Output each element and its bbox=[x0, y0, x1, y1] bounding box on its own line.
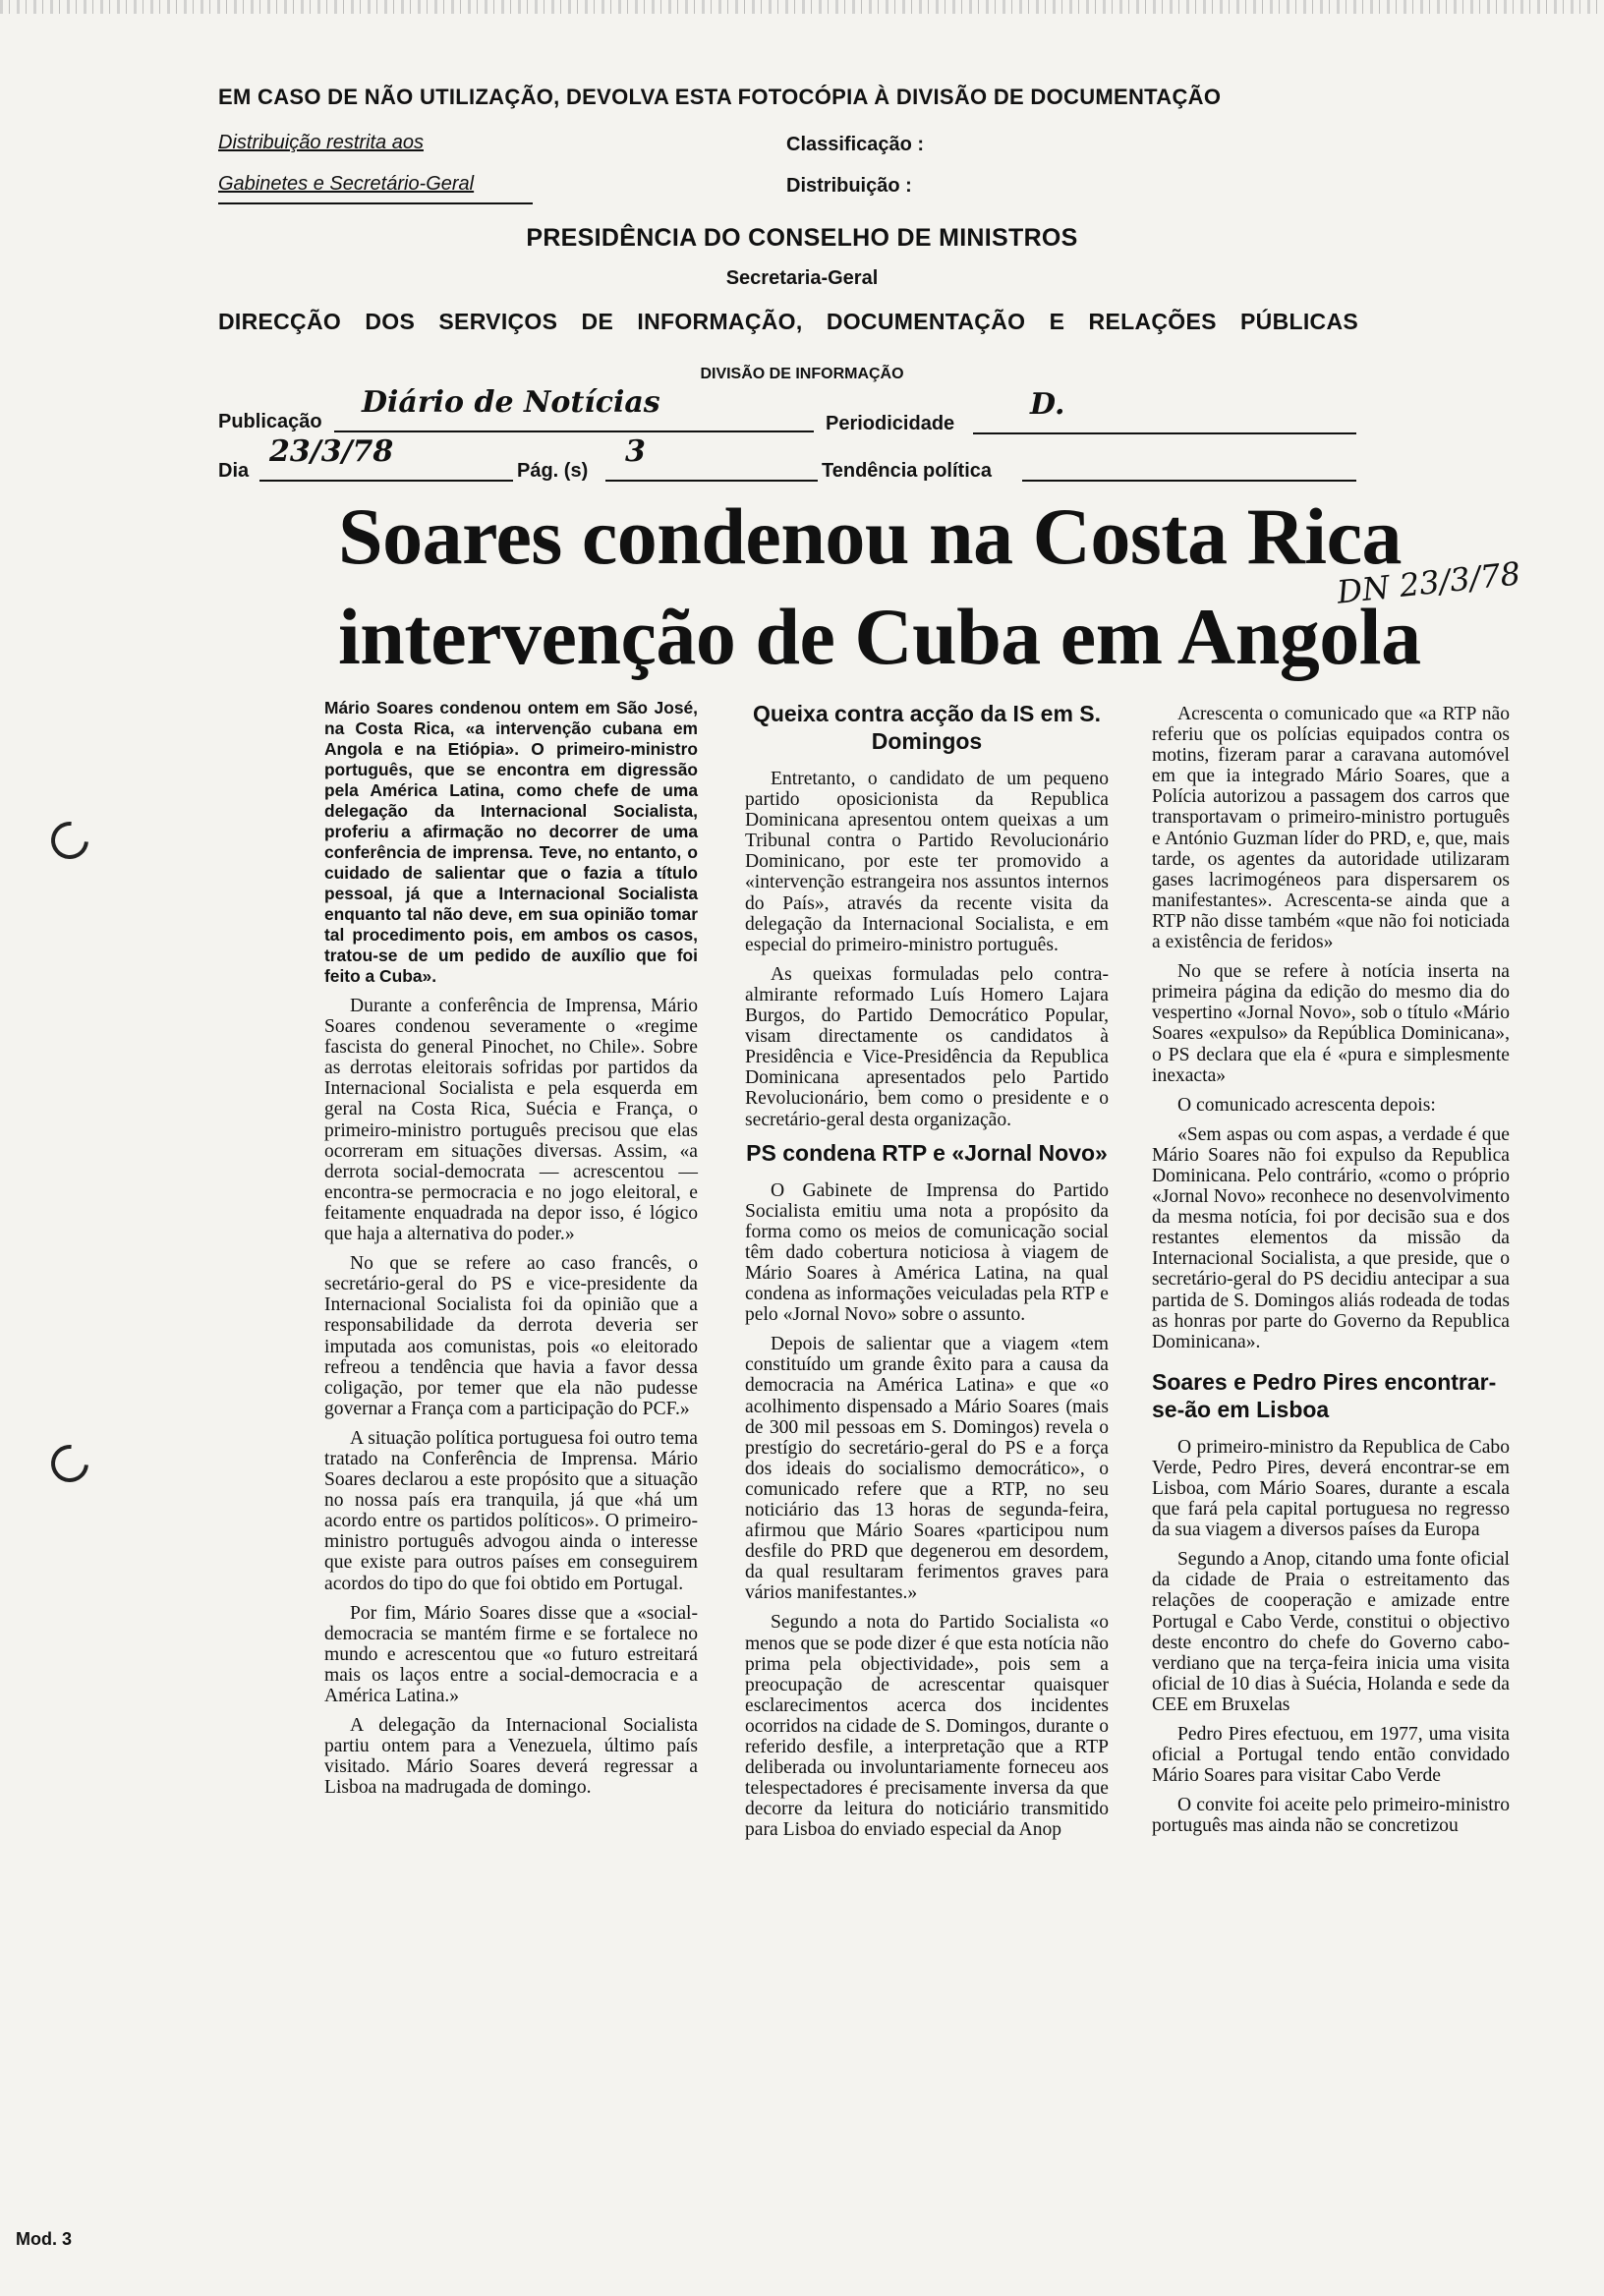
restricted-line2: Gabinetes e Secretário-Geral bbox=[218, 173, 475, 195]
distribuicao-label: Distribuição : bbox=[786, 175, 912, 197]
pag-field bbox=[605, 434, 818, 482]
periodicidade-value: D. bbox=[1030, 387, 1065, 422]
paragraph: Segundo a Anop, citando uma fonte oficial da cidade de Praia o estreitamento das relações de cooperação e amizade entre Portugal e Cabo Verde, constitui o objectivo deste encontro do chefe do Governo cabo-verdiano que na terça-feira inicia uma visita oficial de 10 dias à Suécia, Holanda e sede da CEE em Bruxelas bbox=[1152, 1549, 1510, 1715]
paragraph: As queixas formuladas pelo contra-almirante reformado Luís Homero Lajara Burgos, do Partido Democrático Popular, visam directamente os candidatos à Presidência e Vice-Presidência da Republica Dominicana apresentados pelo Partido Revolucionário, bem como o presidente e o secretário-geral desta organização. bbox=[745, 963, 1109, 1130]
paragraph: Acrescenta o comunicado que «a RTP não referiu que os polícias equipados contra os motins, fizeram parar a caravana automóvel em que ia integrado Mário Soares, que a Polícia autorizou a passagem dos carros que transportavam o primeiro-ministro português e António Guzman líder do PRD, e, que, mais tarde, os agentes da autoridade utilizaram gases lacrimogéneos para dispersarem os manifestantes». Acrescenta-se ainda que a RTP não disse também «que não foi noticiada a existência de feridos» bbox=[1152, 704, 1510, 953]
paragraph: O comunicado acrescenta depois: bbox=[1177, 1094, 1436, 1116]
scan-noise bbox=[0, 0, 1604, 14]
restricted-line1: Distribuição restrita aos bbox=[218, 132, 424, 153]
article-column-1 bbox=[324, 698, 698, 1807]
paragraph: Depois de salientar que a viagem «tem constituído um grande êxito para a causa da democracia na América Latina» e que «o acolhimento dispensado a Mário Soares (mais de 300 mil pessoas em S. Domingos) revela o prestígio do secretário-geral do PS e a força dos ideais do socialismo democrático», o comunicado refere que a RTP, no seu noticiário das 13 horas de segunda-feira, afirmou que Mário Soares «participou num desfile do PRD que degenerou em desordem, da qual resultaram ferimentos graves para vários manifestantes.» bbox=[745, 1334, 1109, 1604]
paragraph: Segundo a nota do Partido Socialista «o menos que se pode dizer é que esta notícia não prima pela objectividade», pois sem a preocupação de acrescentar quaisquer esclarecimentos acerca dos incidentes ocorridos na cidade de S. Domingos, durante o referido desfile, a interpretação que a RTP deliberada ou involuntariamente forneceu aos telespectadores é precisamente inversa da que decorre da leitura do noticiário transmitido para Lisboa do enviado especial da Anop bbox=[745, 1612, 1109, 1841]
secretaria: Secretaria-Geral bbox=[725, 267, 879, 289]
paragraph: O primeiro-ministro da Republica de Cabo Verde, Pedro Pires, deverá encontrar-se em Lisboa, com Mário Soares, durante a escala que fará pela capital portuguesa no regresso da sua viagem a diversos países da Europa bbox=[1152, 1436, 1510, 1541]
headline-line2: intervenção de Cuba em Angola bbox=[338, 592, 1421, 681]
paragraph: O Gabinete de Imprensa do Partido Socialista emitiu uma nota a propósito da forma como os meios de comunicação social têm dado cobertura noticiosa à viagem de Mário Soares à América Latina, na qual condena as informações veiculadas pela RTP e pelo «Jornal Novo» sobre o assunto. bbox=[745, 1179, 1109, 1326]
classificacao-label: Classificação : bbox=[786, 134, 925, 155]
article-column-3 bbox=[1152, 704, 1510, 1846]
publicacao-value: Diário de Notícias bbox=[362, 385, 660, 420]
restricted-underline bbox=[218, 202, 533, 204]
footer-mod: Mod. 3 bbox=[16, 2229, 72, 2249]
subheading-queixa: Queixa contra acção da IS em S. Domingos bbox=[752, 701, 1102, 754]
headline-line1: Soares condenou na Costa Rica bbox=[338, 491, 1402, 581]
tendencia-field bbox=[1022, 440, 1356, 482]
paragraph: O convite foi aceite pelo primeiro-ministro português mas ainda não se concretizou bbox=[1152, 1795, 1510, 1837]
direccao: DIRECÇÃO DOS SERVIÇOS DE INFORMAÇÃO, DOCUMENTAÇÃO E RELAÇÕES PÚBLICAS bbox=[218, 309, 1358, 334]
lead-paragraph: Mário Soares condenou ontem em São José, na Costa Rica, «a intervenção cubana em Angola e na Etiópia». O primeiro-ministro português, que se encontra em digressão pela América Latina, como chefe de uma delegação da Internacional Socialista, proferiu a afirmação no decorrer de uma conferência de imprensa. Teve, no entanto, o cuidado de salientar que o fazia a título pessoal, já que a Internacional Socialista enquanto tal não deve, em sua opinião tomar tal procedimento pois, em ambos os casos, tratou-se de um pedido de auxílio que foi feito a Cuba». bbox=[324, 698, 698, 986]
binder-hole-top bbox=[43, 814, 96, 867]
periodicidade-field bbox=[973, 387, 1356, 434]
tendencia-label: Tendência política bbox=[822, 460, 992, 482]
paragraph: Durante a conferência de Imprensa, Mário Soares condenou severamente o «regime fascista do general Pinochet, no Chile». Sobre as derrotas eleitorais sofridas por partidos da Internacional Socialista e pela esquerda em geral na Costa Rica, Suécia e França, o primeiro-ministro português precisou que elas ocorreram em situações diversas. Assim, «a derrota social-democrata — acrescentou — encontra-se permocracia e no jogo eleitoral, e feitamente enquadrada na depor isso, é lógico que haja a alternativa do poder.» bbox=[324, 996, 698, 1245]
divisao: DIVISÃO DE INFORMAÇÃO bbox=[700, 366, 904, 382]
article-column-2 bbox=[745, 700, 1109, 1850]
paragraph: «Sem aspas ou com aspas, a verdade é que Mário Soares não foi expulso da Republica Dominicana. Pelo contrário, «como o próprio «Jornal Novo» reconhece no desenvolvimento da mesma notícia, foi por decisão sua e dos restantes elementos da missão da Internacional Socialista, a que preside, que o secretário-geral do PS decidiu antecipar a sua partida de S. Domingos aliás rodeada de todas as honras por parte do Governo da Republica Dominicana». bbox=[1152, 1123, 1510, 1352]
paragraph: No que se refere ao caso francês, o secretário-geral do PS e vice-presidente da Internacional Socialista foi da opinião que a responsabilidade da derrota deveria ser imputada aos comunistas, pois «o eleitorado refreou a tendência que havia a favor dessa coligação, por temer que ela não pudesse governar a França com a participação do PCF.» bbox=[324, 1253, 698, 1419]
paragraph: Por fim, Mário Soares disse que a «social-democracia se mantém firme e se fortalece no mundo e acrescentou que «o futuro estreitará mais os laços entre a social-democracia e a América Latina.» bbox=[324, 1602, 698, 1706]
paragraph: Entretanto, o candidato de um pequeno partido oposicionista da Republica Dominicana apresentou ontem queixas a um Tribunal contra o Partido Revolucionário Dominicano, por este ter promovido a «intervenção estrangeira nos assuntos internos do País», através da recente visita da delegação da Internacional Socialista, e em especial do primeiro-ministro português. bbox=[745, 769, 1109, 955]
dia-field bbox=[259, 434, 513, 482]
dia-value: 23/3/78 bbox=[269, 434, 394, 469]
paragraph: Pedro Pires efectuou, em 1977, uma visita oficial a Portugal tendo então convidado Mário Soares para visitar Cabo Verde bbox=[1152, 1724, 1510, 1787]
publicacao-field bbox=[334, 385, 814, 432]
subheading-pedro-pires: Soares e Pedro Pires encontrar-se-ão em Lisboa bbox=[1152, 1368, 1497, 1422]
pag-value: 3 bbox=[625, 434, 646, 469]
paragraph: No que se refere à notícia inserta na primeira página da edição do mesmo dia do vespertino «Jornal Novo», sob o título «Mário Soares «expulso» da República Dominicana», o PS declara que ela é «pura e simplesmente inexacta» bbox=[1152, 961, 1510, 1086]
publicacao-label: Publicação bbox=[218, 411, 322, 432]
dia-label: Dia bbox=[218, 460, 250, 482]
subheading-ps-condena: PS condena RTP e «Jornal Novo» bbox=[746, 1139, 1108, 1166]
return-notice: EM CASO DE NÃO UTILIZAÇÃO, DEVOLVA ESTA FOTOCÓPIA À DIVISÃO DE DOCUMENTAÇÃO bbox=[218, 85, 1222, 109]
paragraph: A situação política portuguesa foi outro tema tratado na Conferência de Imprensa. Mário Soares declarou a este propósito que a situação no nossa país era tranquila, já que «há um acordo entre os partidos políticos». O primeiro-ministro português advogou ainda o interesse que existe para outros países em conseguirem acordos do tipo do que foi obtido em Portugal. bbox=[324, 1427, 698, 1594]
org-title: PRESIDÊNCIA DO CONSELHO DE MINISTROS bbox=[526, 224, 1078, 252]
binder-hole-bottom bbox=[43, 1437, 96, 1490]
pag-label: Pág. (s) bbox=[517, 460, 589, 482]
periodicidade-label: Periodicidade bbox=[826, 413, 955, 434]
paragraph: A delegação da Internacional Socialista partiu ontem para a Venezuela, último país visitado. Mário Soares deverá regressar a Lisboa na madrugada de domingo. bbox=[324, 1715, 698, 1799]
margin-note: DN 23/3/78 bbox=[1335, 554, 1522, 611]
